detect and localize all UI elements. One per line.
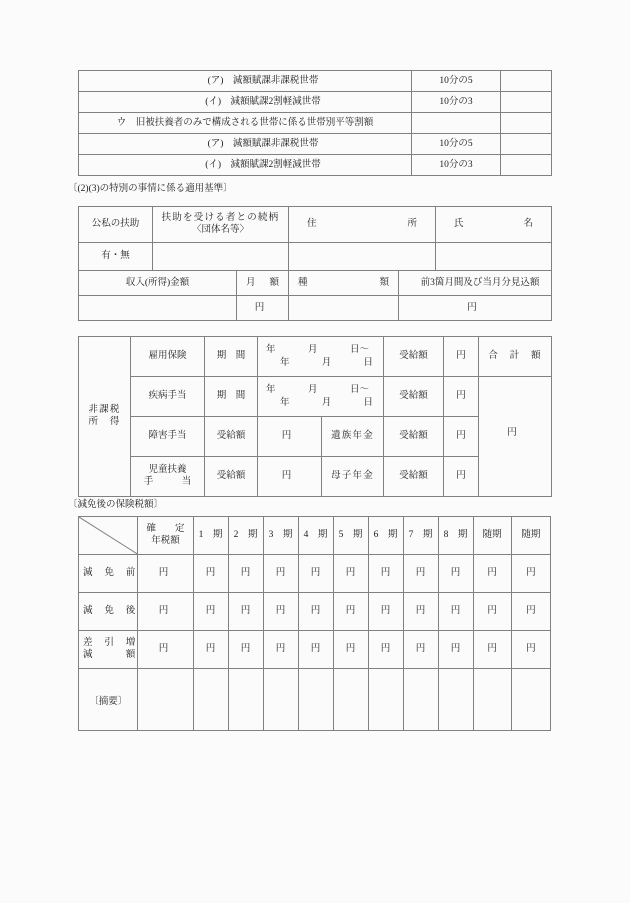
tax-cell[interactable]: 円 — [193, 631, 228, 669]
header-public-private: 公私の扶助 — [79, 207, 153, 243]
tax-cell[interactable]: 円 — [263, 593, 298, 631]
remarks-cell[interactable] — [403, 669, 438, 731]
table-row — [79, 155, 552, 176]
remarks-label: 〔摘要〕 — [79, 669, 138, 731]
period-col-10: 随期 — [511, 517, 550, 555]
value-relation[interactable] — [153, 243, 289, 271]
income-header-row — [79, 271, 552, 296]
benefit-right-unit[interactable]: 円 — [444, 417, 479, 457]
benefit-right-label: 受給額 — [384, 417, 444, 457]
tax-cell[interactable]: 円 — [193, 555, 228, 593]
fixed-tax-header — [138, 517, 193, 555]
remarks-cell[interactable] — [263, 669, 298, 731]
remarks-cell[interactable] — [298, 669, 333, 731]
assistance-header-row — [79, 207, 552, 243]
tax-cell[interactable]: 円 — [333, 555, 368, 593]
table-row — [79, 555, 551, 593]
tax-cell[interactable]: 円 — [263, 555, 298, 593]
tax-cell[interactable]: 円 — [228, 593, 263, 631]
benefit-name — [131, 457, 205, 497]
nontaxable-label-line1: 非課税 — [88, 404, 121, 415]
table-row — [79, 631, 551, 669]
ratio-row-label: (ア) 減額賦課非課税世帯 — [79, 134, 412, 155]
tax-cell[interactable]: 円 — [473, 593, 511, 631]
total-header — [479, 337, 552, 377]
period-col-4: 4 期 — [298, 517, 333, 555]
header-relation-line1: 扶助を受ける者との続柄 — [161, 212, 280, 223]
header-kind-left: 種 — [298, 277, 308, 288]
remarks-cell[interactable] — [511, 669, 550, 731]
value-public-private[interactable]: 有・無 — [79, 243, 153, 271]
caption-special-circumstances: 〔(2)(3)の特別の事情に係る適用基準〕 — [68, 184, 233, 194]
period-month2: 月 — [321, 397, 332, 408]
benefit-right-name: 母子年金 — [322, 457, 384, 497]
tax-header-row — [79, 517, 551, 555]
tax-cell[interactable]: 円 — [403, 555, 438, 593]
table-row — [79, 134, 552, 155]
remarks-cell[interactable] — [368, 669, 403, 731]
period-col-9: 随期 — [473, 517, 511, 555]
period-month1: 月 — [308, 385, 318, 396]
remarks-cell[interactable] — [333, 669, 368, 731]
fixed-tax-header-line2: 年税額 — [151, 535, 180, 546]
benefit-right-unit[interactable]: 円 — [444, 457, 479, 497]
ratio-group-heading-rate[interactable] — [412, 113, 501, 134]
benefit-left-label: 受給額 — [205, 457, 258, 497]
benefit-left-unit[interactable]: 円 — [258, 457, 322, 497]
nontaxable-income-table — [78, 336, 552, 497]
period-year1: 年 — [266, 345, 276, 356]
value-name[interactable] — [436, 243, 552, 271]
benefit-left-label: 受給額 — [205, 417, 258, 457]
tax-cell[interactable]: 円 — [298, 555, 333, 593]
header-kind-right: 類 — [379, 277, 390, 288]
header-name — [436, 207, 552, 243]
ratio-row-label: (ア) 減額賦課非課税世帯 — [79, 71, 412, 92]
header-address-left: 住 — [307, 219, 317, 230]
assistance-table — [78, 206, 552, 321]
benefit-name-line2: 手 当 — [143, 476, 192, 487]
tax-cell[interactable]: 円 — [263, 631, 298, 669]
benefit-field: 期 間 — [205, 377, 258, 417]
header-kind — [289, 271, 399, 296]
ratio-row-note[interactable] — [501, 134, 552, 155]
income-value-row — [79, 296, 552, 321]
benefit-name: 疾病手当 — [131, 377, 205, 417]
tax-cell[interactable]: 円 — [438, 631, 473, 669]
benefit-amount-unit[interactable]: 円 — [444, 377, 479, 417]
tax-cell[interactable]: 円 — [368, 593, 403, 631]
header-address — [289, 207, 436, 243]
header-monthly-left: 月 — [246, 277, 256, 288]
total-value[interactable]: 円 — [479, 377, 552, 497]
tax-row-label-line2: 減 額 — [83, 649, 137, 660]
ratio-row-label: (イ) 減額賦課2割軽減世帯 — [79, 92, 412, 113]
tax-cell[interactable]: 円 — [333, 631, 368, 669]
tax-cell[interactable]: 円 — [228, 555, 263, 593]
tax-cell[interactable]: 円 — [473, 631, 511, 669]
remarks-cell[interactable] — [138, 669, 193, 731]
fixed-tax-header-line1: 確 定 — [146, 523, 185, 534]
table-row — [79, 377, 552, 417]
tax-cell[interactable]: 円 — [298, 593, 333, 631]
period-day2: 日 — [363, 357, 374, 368]
benefit-period[interactable] — [258, 337, 384, 377]
ratio-row-rate: 10分の3 — [412, 155, 501, 176]
header-monthly — [237, 271, 289, 296]
nontaxable-label-line2: 所 得 — [88, 416, 121, 427]
tax-cell[interactable]: 円 — [368, 631, 403, 669]
period-col-5: 5 期 — [333, 517, 368, 555]
header-income-amount: 収入(所得)金額 — [79, 271, 237, 296]
header-address-right: 所 — [407, 219, 418, 230]
period-day1: 日〜 — [350, 385, 370, 396]
tax-row-label: 減 免 前 — [79, 555, 138, 593]
ratio-group-heading: ウ 旧被扶養者のみで構成される世帯に係る世帯別平等割額 — [79, 113, 412, 134]
tax-row-fixed[interactable]: 円 — [138, 593, 193, 631]
tax-row-label: 減 免 後 — [79, 593, 138, 631]
ratio-row-note[interactable] — [501, 155, 552, 176]
ratio-group-heading-note[interactable] — [501, 113, 552, 134]
table-row — [79, 337, 552, 377]
ratio-row-label: (イ) 減額賦課2割軽減世帯 — [79, 155, 412, 176]
header-relation — [153, 207, 289, 243]
period-year1: 年 — [266, 385, 276, 396]
ratio-row-rate: 10分の5 — [412, 134, 501, 155]
tax-row-label-line1: 差 引 増 — [83, 637, 137, 648]
total-header-text: 合 計 額 — [488, 351, 542, 362]
header-forecast: 前3箇月間及び当月分見込額 — [399, 271, 552, 296]
header-name-right: 名 — [523, 219, 534, 230]
table-row — [79, 71, 552, 92]
benefit-right-label: 受給額 — [384, 457, 444, 497]
benefit-right-name: 遺族年金 — [322, 417, 384, 457]
table-row — [79, 92, 552, 113]
benefit-name: 障害手当 — [131, 417, 205, 457]
value-income-amount[interactable] — [79, 296, 237, 321]
period-day1: 日〜 — [350, 345, 370, 356]
ratio-row-rate: 10分の5 — [412, 71, 501, 92]
tax-cell[interactable]: 円 — [333, 593, 368, 631]
remarks-cell[interactable] — [193, 669, 228, 731]
benefit-field: 期 間 — [205, 337, 258, 377]
period-month2: 月 — [321, 357, 332, 368]
tax-cell[interactable]: 円 — [511, 631, 550, 669]
period-col-8: 8 期 — [438, 517, 473, 555]
table-row — [79, 593, 551, 631]
remarks-cell[interactable] — [438, 669, 473, 731]
tax-cell[interactable]: 円 — [298, 631, 333, 669]
tax-cell[interactable]: 円 — [228, 631, 263, 669]
ratio-row-rate: 10分の3 — [412, 92, 501, 113]
corner-diagonal-cell — [79, 517, 138, 555]
value-forecast[interactable]: 円 — [399, 296, 552, 321]
tax-cell[interactable]: 円 — [193, 593, 228, 631]
tax-after-reduction-table — [78, 516, 551, 731]
period-col-3: 3 期 — [263, 517, 298, 555]
remarks-cell[interactable] — [473, 669, 511, 731]
period-col-2: 2 期 — [228, 517, 263, 555]
tax-cell[interactable]: 円 — [368, 555, 403, 593]
tax-cell[interactable]: 円 — [473, 555, 511, 593]
assistance-value-row — [79, 243, 552, 271]
period-col-6: 6 期 — [368, 517, 403, 555]
tax-row-fixed[interactable]: 円 — [138, 631, 193, 669]
tax-cell[interactable]: 円 — [438, 593, 473, 631]
benefit-name-line1: 児童扶養 — [148, 464, 187, 475]
remarks-row — [79, 669, 551, 731]
tax-row-fixed[interactable]: 円 — [138, 555, 193, 593]
ratio-row-note[interactable] — [501, 71, 552, 92]
caption-after-reduction: 〔減免後の保険税額〕 — [68, 500, 164, 510]
ratio-row-note[interactable] — [501, 92, 552, 113]
period-col-1: 1 期 — [193, 517, 228, 555]
header-name-left: 氏 — [454, 219, 464, 230]
tax-row-label — [79, 631, 138, 669]
benefit-name: 雇用保険 — [131, 337, 205, 377]
period-year2: 年 — [280, 357, 290, 368]
value-kind[interactable] — [289, 296, 399, 321]
table-row-group-heading — [79, 113, 552, 134]
tax-cell[interactable]: 円 — [403, 593, 438, 631]
header-relation-line2: 〈団体名等〉 — [192, 224, 250, 235]
tax-cell[interactable]: 円 — [511, 555, 550, 593]
header-monthly-right: 額 — [269, 277, 280, 288]
value-address[interactable] — [289, 243, 436, 271]
benefit-amount-unit[interactable]: 円 — [444, 337, 479, 377]
period-col-7: 7 期 — [403, 517, 438, 555]
tax-cell[interactable]: 円 — [403, 631, 438, 669]
benefit-amount-label: 受給額 — [384, 337, 444, 377]
period-year2: 年 — [280, 397, 290, 408]
benefit-left-unit[interactable]: 円 — [258, 417, 322, 457]
remarks-cell[interactable] — [228, 669, 263, 731]
period-day2: 日 — [363, 397, 374, 408]
benefit-period[interactable] — [258, 377, 384, 417]
nontaxable-row-label — [79, 337, 131, 497]
value-monthly[interactable]: 円 — [237, 296, 289, 321]
period-month1: 月 — [308, 345, 318, 356]
reduction-ratio-table — [78, 70, 552, 176]
tax-cell[interactable]: 円 — [438, 555, 473, 593]
tax-cell[interactable]: 円 — [511, 593, 550, 631]
benefit-amount-label: 受給額 — [384, 377, 444, 417]
